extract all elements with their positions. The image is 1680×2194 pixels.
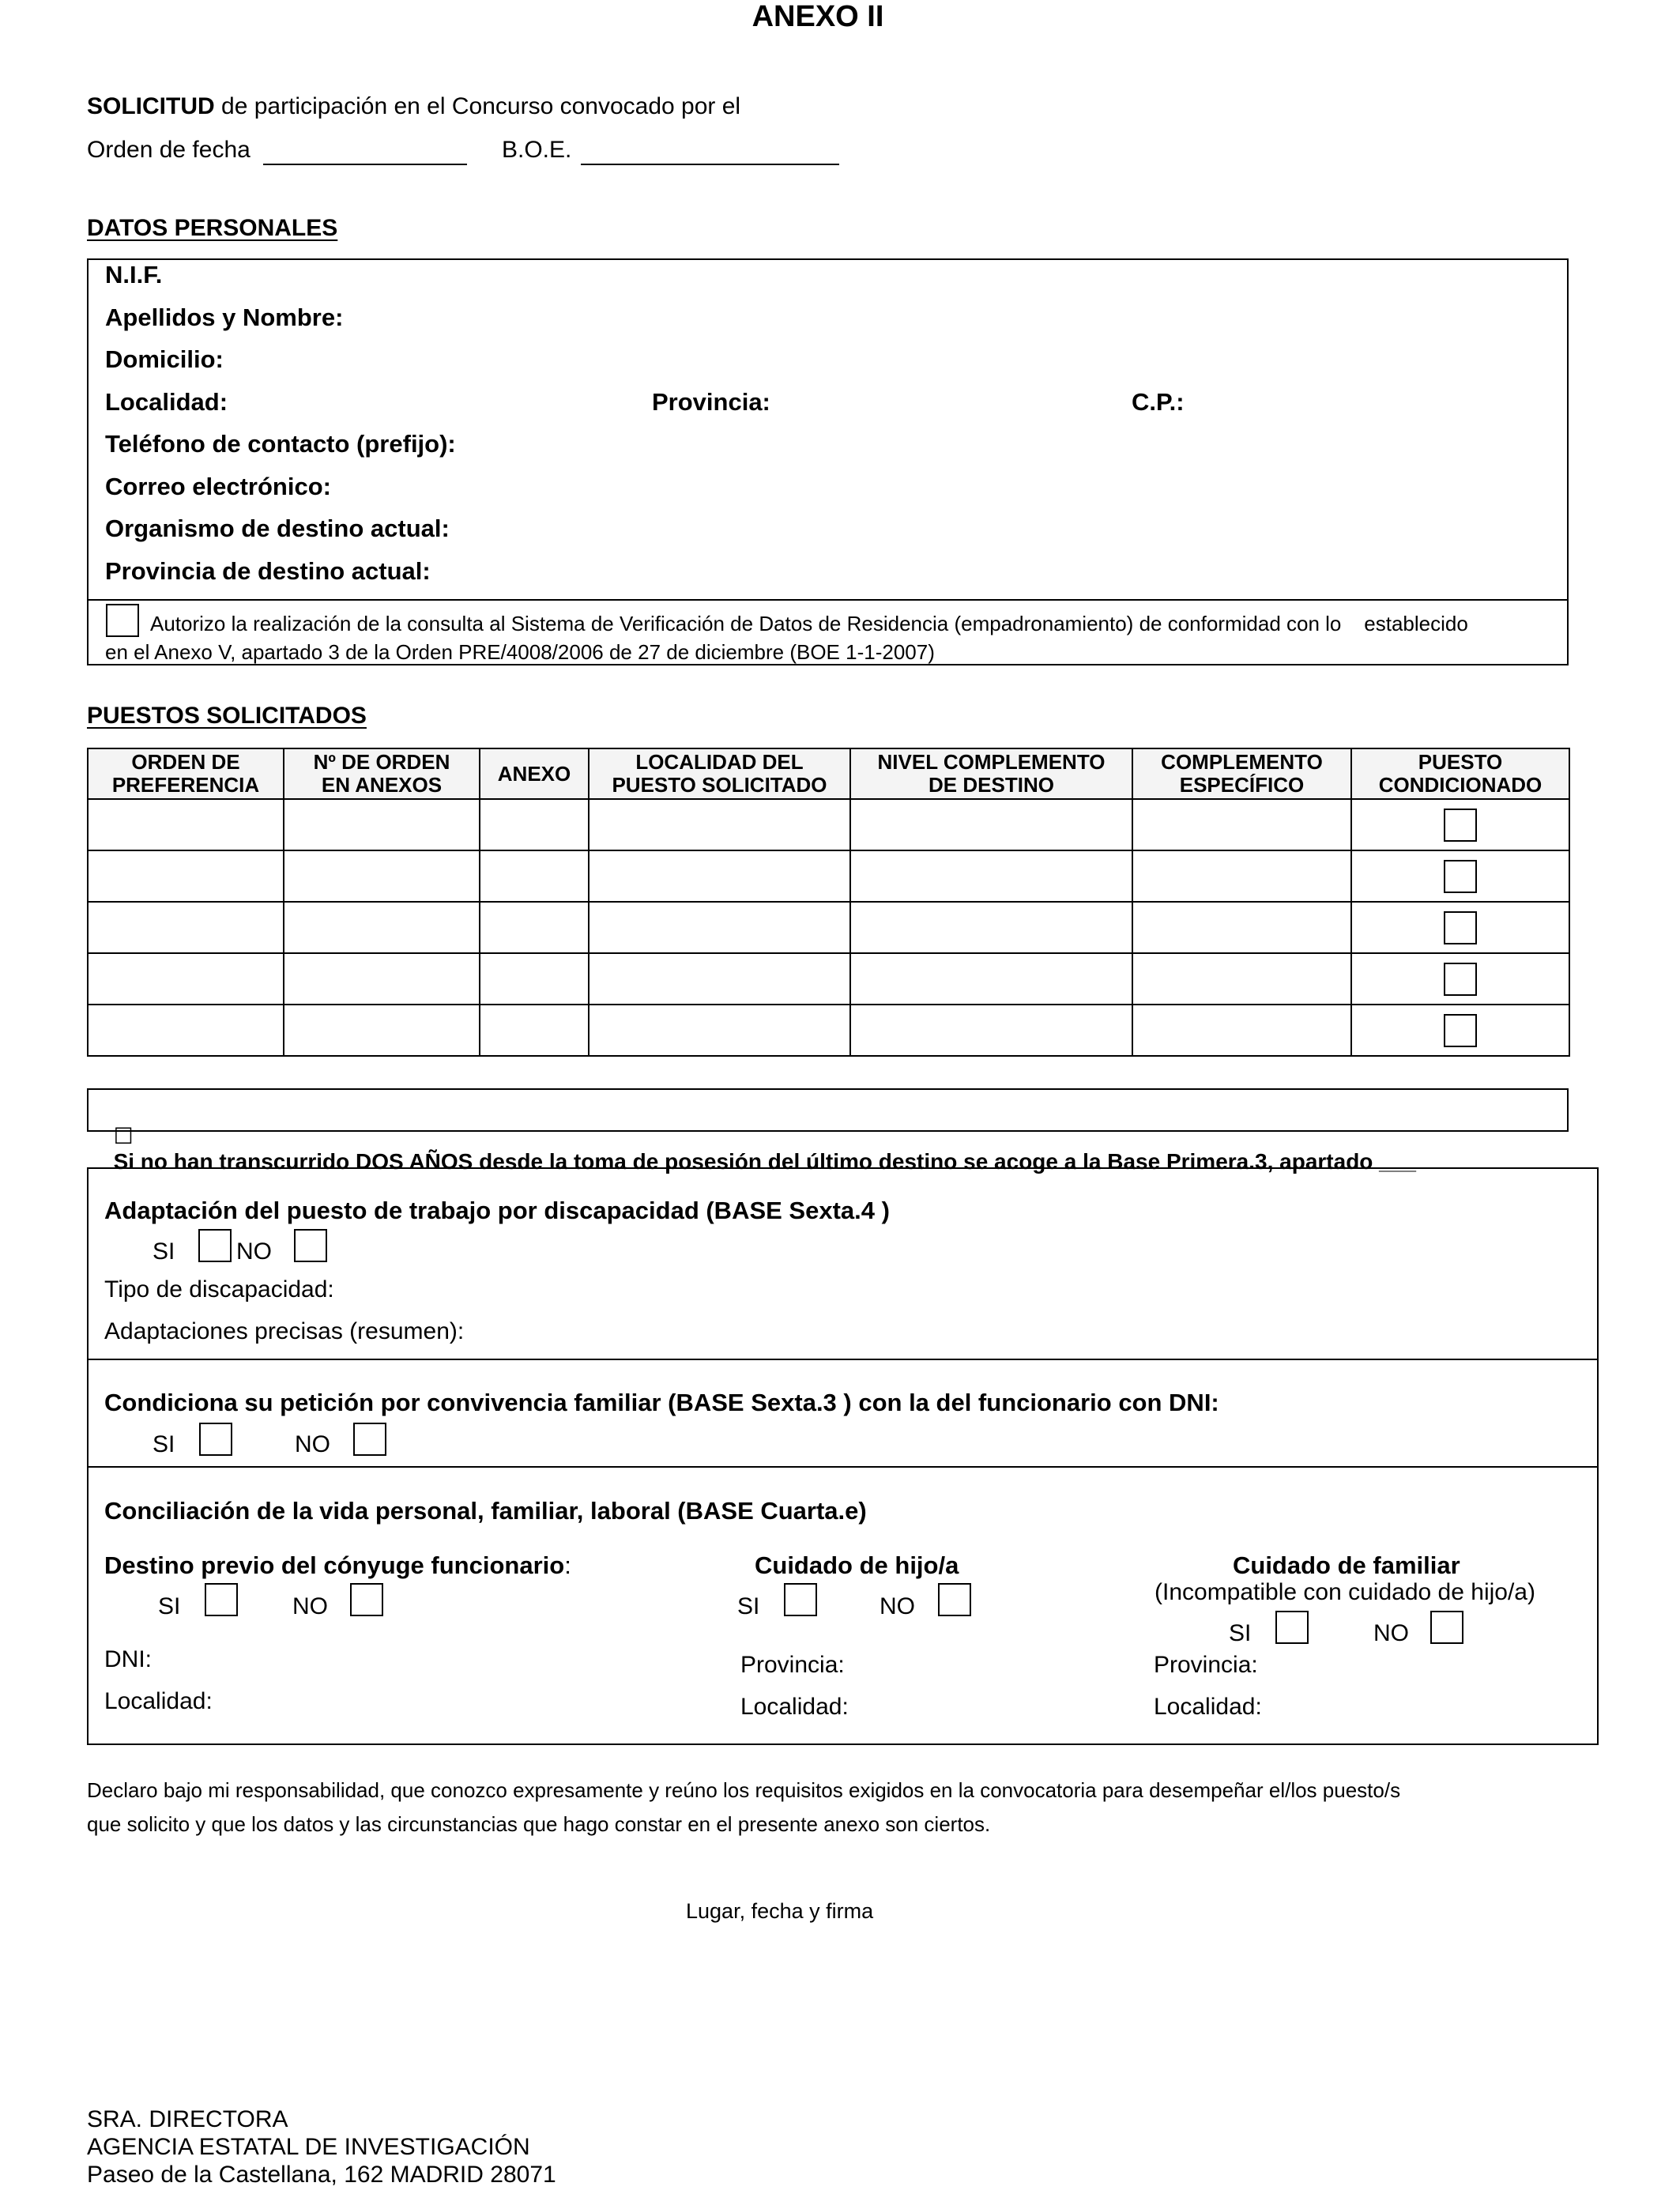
cell-condicionado — [1351, 799, 1569, 850]
autorizo-text-2: en el Anexo V, apartado 3 de la Orden PRE/4008/2006 de 27 de diciembre (BOE 1-1-2007) — [105, 640, 935, 664]
orden-label: Orden de fecha — [87, 137, 250, 163]
col-puesto-condicionado: PUESTO CONDICIONADO — [1351, 748, 1569, 799]
cell-numero[interactable] — [284, 953, 480, 1005]
cell-localidad[interactable] — [589, 953, 850, 1005]
adaptacion-si-label: SI — [153, 1238, 175, 1265]
cell-condicionado — [1351, 850, 1569, 902]
page-title: ANEXO II — [751, 0, 884, 33]
convivencia-no-label: NO — [295, 1431, 330, 1457]
cell-complemento[interactable] — [1132, 902, 1351, 953]
provincia-destino-label: Provincia de destino actual: — [105, 557, 431, 585]
bases-divider-2 — [87, 1466, 1599, 1468]
cell-complemento[interactable] — [1132, 850, 1351, 902]
col-complemento-especifico: COMPLEMENTO ESPECÍFICO — [1132, 748, 1351, 799]
conyuge-no-label: NO — [292, 1593, 328, 1619]
puestos-heading: PUESTOS SOLICITADOS — [87, 703, 367, 729]
familiar-provincia-label: Provincia: — [1154, 1652, 1258, 1678]
dos-anos-pre: Si no han transcurrido — [113, 1149, 356, 1174]
col-anexo: ANEXO — [480, 748, 589, 799]
cell-nivel[interactable] — [850, 799, 1132, 850]
destinatario-line-2: AGENCIA ESTATAL DE INVESTIGACIÓN — [87, 2134, 530, 2160]
conyuge-no-checkbox[interactable] — [350, 1583, 383, 1616]
table-header-row — [88, 748, 1569, 799]
cell-nivel[interactable] — [850, 953, 1132, 1005]
dos-anos-checkbox[interactable]: ☐ — [113, 1124, 134, 1148]
cell-anexo[interactable] — [480, 799, 589, 850]
col-nivel-complemento: NIVEL COMPLEMENTO DE DESTINO — [850, 748, 1132, 799]
conyuge-title — [104, 1551, 571, 1580]
cell-anexo[interactable] — [480, 850, 589, 902]
tipo-discapacidad-label: Tipo de discapacidad: — [104, 1276, 334, 1302]
destinatario-line-1: SRA. DIRECTORA — [87, 2106, 288, 2132]
boe-label: B.O.E. — [502, 137, 572, 163]
destinatario-line-3: Paseo de la Castellana, 162 MADRID 28071 — [87, 2162, 556, 2188]
cell-anexo[interactable] — [480, 902, 589, 953]
declaracion-line-2: que solicito y que los datos y las circunstancias que hago constar en el presente anexo son ciertos. — [87, 1812, 991, 1836]
declaracion-line-1: Declaro bajo mi responsabilidad, que conozco expresamente y reúno los requisitos exigidos en la convocatoria para desempeñar el/los puesto/s — [87, 1778, 1401, 1802]
table-row — [88, 1005, 1569, 1056]
cell-numero[interactable] — [284, 799, 480, 850]
condicionado-checkbox[interactable] — [1444, 860, 1477, 893]
hijo-no-label: NO — [880, 1593, 915, 1619]
familiar-no-checkbox[interactable] — [1430, 1611, 1463, 1644]
datos-divider — [87, 599, 1569, 601]
provincia-label: Provincia: — [652, 388, 770, 416]
cell-localidad[interactable] — [589, 850, 850, 902]
boe-field[interactable] — [581, 164, 839, 165]
datos-personales-heading: DATOS PERSONALES — [87, 215, 338, 241]
hijo-provincia-label: Provincia: — [740, 1652, 845, 1678]
adaptacion-si-checkbox[interactable] — [198, 1229, 232, 1262]
cell-anexo[interactable] — [480, 953, 589, 1005]
familiar-si-label: SI — [1229, 1620, 1252, 1646]
convivencia-title: Condiciona su petición por convivencia familiar (BASE Sexta.3 ) con la del funcionario con DNI: — [104, 1389, 1219, 1416]
condicionado-checkbox[interactable] — [1444, 1014, 1477, 1047]
cell-condicionado — [1351, 902, 1569, 953]
cell-orden[interactable] — [88, 799, 284, 850]
cell-nivel[interactable] — [850, 1005, 1132, 1056]
firma-label: Lugar, fecha y firma — [686, 1899, 874, 1923]
cell-condicionado — [1351, 1005, 1569, 1056]
table-row — [88, 902, 1569, 953]
table-row — [88, 850, 1569, 902]
nif-label: N.I.F. — [105, 261, 163, 288]
adaptacion-title: Adaptación del puesto de trabajo por discapacidad (BASE Sexta.4 ) — [104, 1197, 890, 1224]
cell-localidad[interactable] — [589, 902, 850, 953]
domicilio-label: Domicilio: — [105, 345, 224, 373]
familiar-no-label: NO — [1373, 1620, 1409, 1646]
familiar-title: Cuidado de familiar — [1233, 1551, 1460, 1579]
conyuge-title-colon: : — [564, 1551, 571, 1579]
hijo-title: Cuidado de hijo/a — [755, 1551, 959, 1579]
convivencia-si-label: SI — [153, 1431, 175, 1457]
conyuge-title-bold: Destino previo del cónyuge funcionario — [104, 1551, 565, 1579]
familiar-si-checkbox[interactable] — [1275, 1611, 1309, 1644]
conyuge-dni-label: DNI: — [104, 1646, 152, 1672]
cell-orden[interactable] — [88, 850, 284, 902]
puestos-table — [87, 748, 1570, 1057]
cell-orden[interactable] — [88, 953, 284, 1005]
condicionado-checkbox[interactable] — [1444, 963, 1477, 996]
condicionado-checkbox[interactable] — [1444, 911, 1477, 944]
organismo-label: Organismo de destino actual: — [105, 515, 450, 542]
familiar-subtitle: (Incompatible con cuidado de hijo/a) — [1155, 1579, 1535, 1605]
hijo-si-checkbox[interactable] — [784, 1583, 817, 1616]
convivencia-no-checkbox[interactable] — [353, 1423, 386, 1456]
solicitud-text: de participación en el Concurso convocado por el — [221, 93, 741, 119]
cell-nivel[interactable] — [850, 850, 1132, 902]
col-numero-orden: Nº DE ORDEN EN ANEXOS — [284, 748, 480, 799]
cell-complemento[interactable] — [1132, 799, 1351, 850]
cp-label: C.P.: — [1132, 388, 1185, 416]
cell-complemento[interactable] — [1132, 1005, 1351, 1056]
orden-date-field[interactable] — [263, 164, 467, 165]
dos-anos-text — [101, 1098, 1416, 1174]
correo-label: Correo electrónico: — [105, 473, 331, 500]
col-orden-preferencia: ORDEN DE PREFERENCIA — [88, 748, 284, 799]
condicionado-checkbox[interactable] — [1444, 809, 1477, 842]
cell-orden[interactable] — [88, 1005, 284, 1056]
cell-orden[interactable] — [88, 902, 284, 953]
cell-nivel[interactable] — [850, 902, 1132, 953]
hijo-no-checkbox[interactable] — [938, 1583, 971, 1616]
table-row — [88, 953, 1569, 1005]
conciliacion-title: Conciliación de la vida personal, familiar, laboral (BASE Cuarta.e) — [104, 1497, 867, 1525]
hijo-localidad-label: Localidad: — [740, 1694, 849, 1720]
col-localidad: LOCALIDAD DEL PUESTO SOLICITADO — [589, 748, 850, 799]
conyuge-si-checkbox[interactable] — [205, 1583, 238, 1616]
cell-anexo[interactable] — [480, 1005, 589, 1056]
cell-localidad[interactable] — [589, 799, 850, 850]
localidad-label: Localidad: — [105, 388, 228, 416]
autorizo-checkbox[interactable] — [106, 604, 139, 637]
convivencia-si-checkbox[interactable] — [199, 1423, 232, 1456]
telefono-label: Teléfono de contacto (prefijo): — [105, 430, 456, 458]
solicitud-line — [87, 93, 740, 120]
table-row — [88, 799, 1569, 850]
dos-anos-post: desde la toma de posesión del último destino se acoge a la Base Primera.3, apartado ___ — [473, 1149, 1416, 1174]
cell-condicionado — [1351, 953, 1569, 1005]
dos-anos-bold: DOS AÑOS — [356, 1149, 473, 1174]
solicitud-bold: SOLICITUD — [87, 93, 215, 119]
bases-divider-1 — [87, 1359, 1599, 1360]
adaptacion-no-label: NO — [236, 1238, 272, 1265]
adaptacion-no-checkbox[interactable] — [294, 1229, 327, 1262]
autorizo-text-1: Autorizo la realización de la consulta al Sistema de Verificación de Datos de Residencia (empadronamiento) de conformidad con lo establecido — [150, 612, 1468, 635]
cell-numero[interactable] — [284, 902, 480, 953]
conyuge-si-label: SI — [158, 1593, 181, 1619]
adaptaciones-label: Adaptaciones precisas (resumen): — [104, 1318, 465, 1344]
cell-localidad[interactable] — [589, 1005, 850, 1056]
cell-numero[interactable] — [284, 850, 480, 902]
conyuge-localidad-label: Localidad: — [104, 1688, 213, 1714]
cell-numero[interactable] — [284, 1005, 480, 1056]
hijo-si-label: SI — [737, 1593, 760, 1619]
apellidos-label: Apellidos y Nombre: — [105, 303, 344, 331]
familiar-localidad-label: Localidad: — [1154, 1694, 1262, 1720]
cell-complemento[interactable] — [1132, 953, 1351, 1005]
